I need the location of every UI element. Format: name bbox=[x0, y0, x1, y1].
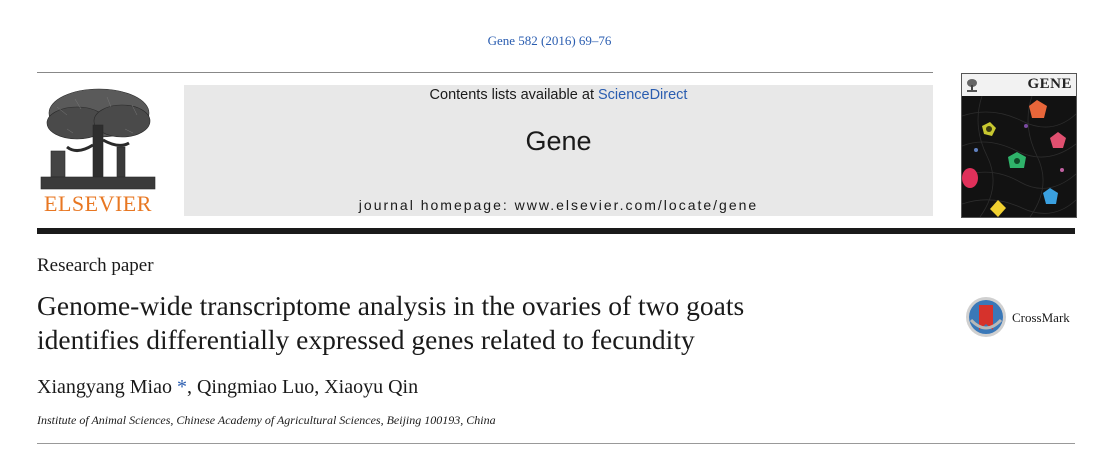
crossmark-icon bbox=[965, 296, 1007, 338]
article-type: Research paper bbox=[37, 255, 154, 276]
journal-name: Gene bbox=[525, 126, 592, 156]
elsevier-logo[interactable] bbox=[37, 85, 159, 217]
article-title bbox=[37, 289, 917, 357]
author-names-rest: , Qingmiao Luo, Xiaoyu Qin bbox=[186, 376, 419, 398]
elsevier-tree-icon bbox=[37, 85, 159, 191]
journal-cover[interactable] bbox=[961, 73, 1077, 218]
contents-line bbox=[184, 87, 933, 103]
elsevier-mini-tree-icon bbox=[966, 78, 978, 92]
article-title-line-1: Genome-wide transcriptome analysis in the ovaries of two goats bbox=[37, 290, 745, 321]
journal-homepage[interactable]: journal homepage: www.elsevier.com/locate/gene bbox=[358, 197, 759, 213]
masthead-divider bbox=[37, 228, 1075, 234]
corresponding-author-mark[interactable]: * bbox=[176, 376, 187, 398]
journal-banner bbox=[184, 85, 933, 216]
article-title-line-2: identifies differentially expressed genes related to fecundity bbox=[37, 324, 695, 355]
cover-title: GENE bbox=[1027, 76, 1072, 92]
cover-header bbox=[962, 74, 1076, 96]
elsevier-wordmark: ELSEVIER bbox=[44, 191, 152, 216]
footer-divider bbox=[37, 443, 1075, 444]
author-list bbox=[37, 376, 418, 399]
crossmark-badge[interactable] bbox=[965, 296, 1080, 340]
header-divider bbox=[37, 72, 933, 73]
journal-citation[interactable]: Gene 582 (2016) 69–76 bbox=[487, 33, 612, 48]
sciencedirect-link[interactable]: ScienceDirect bbox=[598, 87, 688, 103]
author-affiliation: Institute of Animal Sciences, Chinese Academy of Agricultural Sciences, Beijing 100193, China bbox=[37, 413, 496, 427]
crossmark-label: CrossMark bbox=[1012, 310, 1070, 325]
contents-prefix: Contents lists available at bbox=[429, 87, 594, 103]
cover-artwork bbox=[962, 96, 1076, 217]
author-name[interactable]: Xiangyang Miao bbox=[37, 376, 172, 398]
